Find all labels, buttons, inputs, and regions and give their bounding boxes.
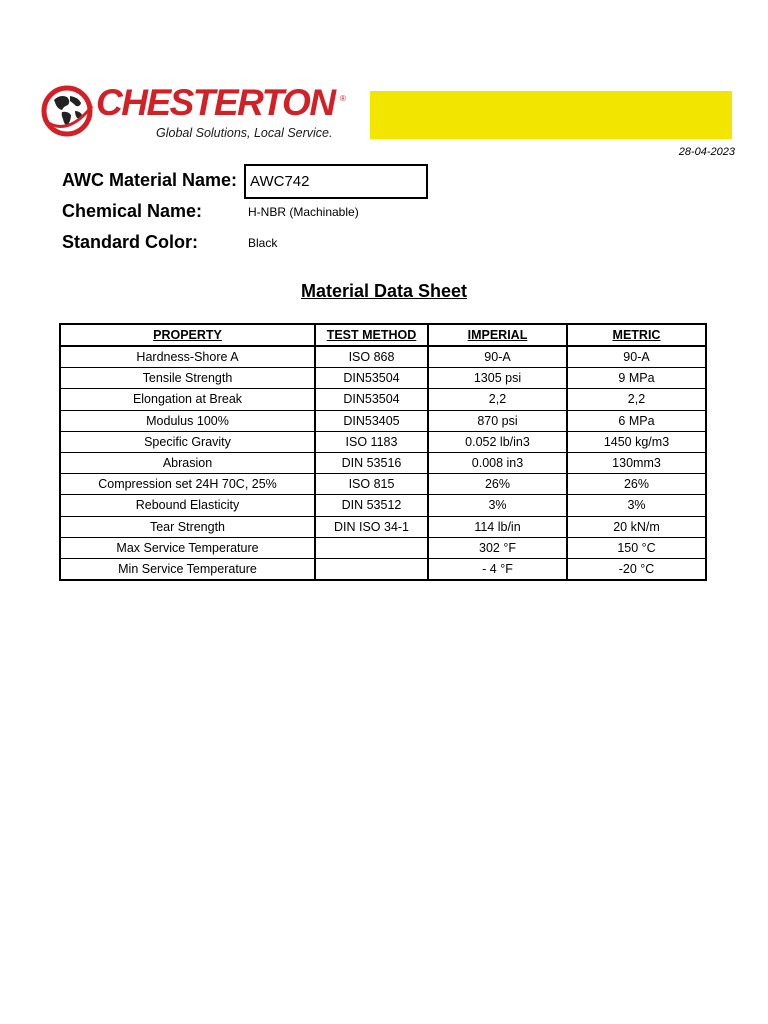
- imperial-cell: 26%: [428, 474, 567, 495]
- property-cell: Compression set 24H 70C, 25%: [60, 474, 315, 495]
- column-header-test-method: TEST METHOD: [315, 324, 428, 346]
- imperial-cell: 0.008 in3: [428, 452, 567, 473]
- column-header-metric: METRIC: [567, 324, 706, 346]
- imperial-cell: 90-A: [428, 346, 567, 368]
- property-cell: Elongation at Break: [60, 389, 315, 410]
- imperial-cell: - 4 °F: [428, 558, 567, 580]
- table-row: [60, 558, 706, 580]
- property-cell: Specific Gravity: [60, 431, 315, 452]
- test-method-cell: DIN 53512: [315, 495, 428, 516]
- table-row: [60, 474, 706, 495]
- imperial-cell: 870 psi: [428, 410, 567, 431]
- metric-cell: 3%: [567, 495, 706, 516]
- property-cell: Modulus 100%: [60, 410, 315, 431]
- document-date: 28-04-2023: [678, 146, 735, 158]
- metric-cell: 150 °C: [567, 537, 706, 558]
- chesterton-logo: [40, 82, 360, 142]
- property-cell: Rebound Elasticity: [60, 495, 315, 516]
- imperial-cell: 2,2: [428, 389, 567, 410]
- column-header-imperial: IMPERIAL: [428, 324, 567, 346]
- column-header-property: PROPERTY: [60, 324, 315, 346]
- test-method-cell: DIN 53516: [315, 452, 428, 473]
- test-method-cell: DIN53504: [315, 368, 428, 389]
- test-method-cell: ISO 1183: [315, 431, 428, 452]
- metric-cell: 1450 kg/m3: [567, 431, 706, 452]
- metric-cell: 2,2: [567, 389, 706, 410]
- metric-cell: 130mm3: [567, 452, 706, 473]
- globe-logo-icon: [40, 84, 94, 138]
- table-row: [60, 368, 706, 389]
- table-row: [60, 389, 706, 410]
- chemical-name-label: Chemical Name:: [62, 201, 203, 221]
- table-row: [60, 431, 706, 452]
- test-method-cell: DIN ISO 34-1: [315, 516, 428, 537]
- sheet-title: Material Data Sheet: [300, 281, 468, 301]
- standard-color-label: Standard Color:: [62, 232, 199, 252]
- chemical-name-value: H-NBR (Machinable): [248, 205, 359, 219]
- logo-wordmark: CHESTERTON: [96, 82, 335, 123]
- property-cell: Abrasion: [60, 452, 315, 473]
- metric-cell: 6 MPa: [567, 410, 706, 431]
- logo-tagline: Global Solutions, Local Service.: [156, 126, 333, 140]
- metric-cell: 90-A: [567, 346, 706, 368]
- property-cell: Min Service Temperature: [60, 558, 315, 580]
- test-method-cell: [315, 558, 428, 580]
- table-row: [60, 495, 706, 516]
- imperial-cell: 1305 psi: [428, 368, 567, 389]
- imperial-cell: 114 lb/in: [428, 516, 567, 537]
- imperial-cell: 302 °F: [428, 537, 567, 558]
- test-method-cell: DIN53405: [315, 410, 428, 431]
- test-method-cell: DIN53504: [315, 389, 428, 410]
- material-name-value: AWC742: [250, 173, 310, 190]
- metric-cell: 26%: [567, 474, 706, 495]
- property-cell: Max Service Temperature: [60, 537, 315, 558]
- table-header-row: [60, 324, 706, 346]
- metric-cell: 9 MPa: [567, 368, 706, 389]
- material-name-label: AWC Material Name:: [62, 170, 238, 190]
- property-cell: Hardness-Shore A: [60, 346, 315, 368]
- test-method-cell: ISO 815: [315, 474, 428, 495]
- property-cell: Tensile Strength: [60, 368, 315, 389]
- test-method-cell: [315, 537, 428, 558]
- test-method-cell: ISO 868: [315, 346, 428, 368]
- table-row: [60, 346, 706, 368]
- material-name-box: [244, 164, 428, 199]
- header-accent-bar: [370, 91, 732, 139]
- table-row: [60, 410, 706, 431]
- metric-cell: -20 °C: [567, 558, 706, 580]
- table-row: [60, 452, 706, 473]
- standard-color-value: Black: [248, 236, 278, 250]
- metric-cell: 20 kN/m: [567, 516, 706, 537]
- property-cell: Tear Strength: [60, 516, 315, 537]
- table-row: [60, 537, 706, 558]
- table-row: [60, 516, 706, 537]
- imperial-cell: 0.052 lb/in3: [428, 431, 567, 452]
- registered-mark: ®: [340, 94, 346, 103]
- material-data-table: [59, 323, 707, 581]
- imperial-cell: 3%: [428, 495, 567, 516]
